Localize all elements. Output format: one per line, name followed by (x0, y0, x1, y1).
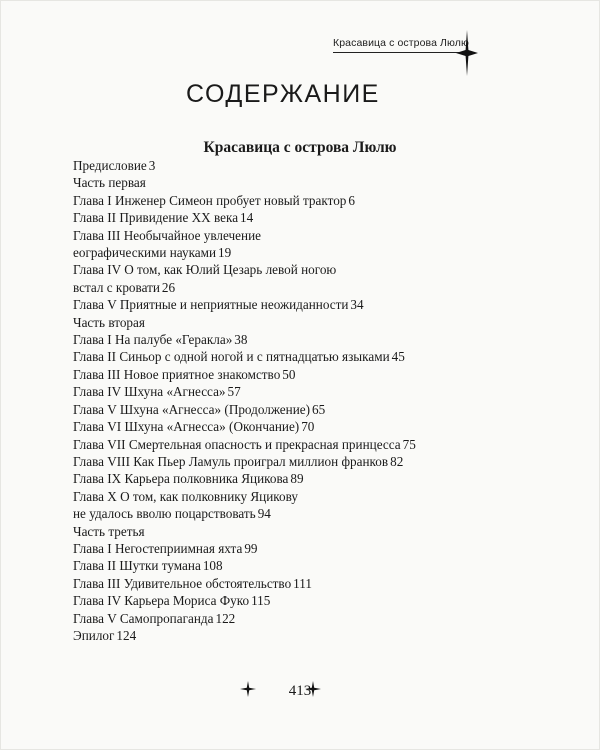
toc-entry (73, 436, 496, 453)
toc-entry (73, 488, 496, 505)
toc-entry-title: Часть первая (73, 175, 146, 191)
toc-entry-page: 115 (251, 593, 271, 609)
contents-heading: СОДЕРЖАНИЕ (186, 80, 380, 108)
toc-entry-title: Глава V Приятные и неприятные неожиданности (73, 297, 349, 313)
header-star-icon (456, 30, 478, 76)
toc-entry-page: 99 (244, 540, 258, 556)
toc-entry-title: не удалось вволю поцарствовать (73, 506, 256, 522)
toc-entry (73, 575, 496, 592)
header-rule (333, 52, 463, 53)
toc-entry-title: встал с кровати (73, 279, 160, 295)
toc-entry-title: Глава I Негостеприимная яхта (73, 540, 243, 556)
toc-entry (73, 627, 496, 644)
toc-entry-page: 89 (290, 471, 304, 487)
toc-entry (73, 610, 496, 627)
toc-entry (73, 174, 496, 191)
page-number: 413 (288, 683, 312, 699)
toc-entry-title: Глава III Новое приятное знакомство (73, 366, 281, 382)
toc-entry-page: 19 (218, 245, 232, 261)
toc-entry-page: 50 (282, 366, 296, 382)
toc-entry-title: Глава X О том, как полковнику Яцикову (73, 488, 298, 504)
toc-entry-title: Глава II Синьор с одной ногой и с пятнадцатью языками (73, 349, 390, 365)
toc-entry (73, 227, 496, 244)
toc-entry-title: Часть вторая (73, 314, 145, 330)
toc-entry (73, 244, 496, 261)
toc-entry-title: Глава IV Карьера Мориса Фуко (73, 593, 250, 609)
toc-entry (73, 296, 496, 313)
toc-entry-page: 122 (215, 610, 236, 626)
toc-entry (73, 192, 496, 209)
toc-entry-title: Глава V Шхуна «Агнесса» (Продолжение) (73, 401, 311, 417)
toc-entry-page: 38 (234, 332, 248, 348)
toc-entry-title: Глава II Шутки тумана (73, 558, 201, 574)
toc-entry (73, 314, 496, 331)
toc-entry (73, 157, 496, 174)
toc-entry-page: 6 (348, 192, 355, 208)
toc-entry (73, 592, 496, 609)
book-title: Красавица с острова Люлю (203, 139, 397, 156)
toc-entry (73, 209, 496, 226)
toc-entry-page: 124 (116, 627, 137, 643)
footer-star-right-icon (305, 681, 321, 697)
toc-entry-title: Глава II Привидение XX века (73, 210, 239, 226)
toc-entry-page: 75 (402, 436, 416, 452)
toc-entry-title: Глава VI Шхуна «Агнесса» (Окончание) (73, 419, 300, 435)
toc-entry (73, 505, 496, 522)
toc-entry-page: 14 (240, 210, 254, 226)
toc-entry-title: Предисловие (73, 158, 147, 173)
toc-entry-title: Глава III Необычайное увлечение (73, 227, 261, 243)
toc-entry (73, 418, 496, 435)
toc-entry-page: 108 (202, 558, 223, 574)
toc-entry-title: Глава VII Смертельная опасность и прекрасная принцесса (73, 436, 401, 452)
toc-entry-title: Глава IV Шхуна «Агнесса» (73, 384, 226, 400)
toc-entry-page: 57 (227, 384, 241, 400)
toc-entry-page: 34 (350, 297, 364, 313)
running-header-title: Красавица с острова Люлю (333, 37, 469, 49)
toc-entry-title: Глава I Инженер Симеон пробует новый трактор (73, 192, 347, 208)
toc-entry (73, 366, 496, 383)
toc-entry-page: 3 (148, 158, 156, 173)
toc-entry-page: 65 (312, 401, 326, 417)
toc-entry-title: Глава VIII Как Пьер Ламуль проиграл миллион франков (73, 453, 389, 469)
toc-entry-page: 111 (293, 575, 312, 591)
toc-entry (73, 453, 496, 470)
toc-entry-page: 70 (301, 419, 315, 435)
toc-entry-page: 26 (161, 279, 176, 295)
toc-entry (73, 470, 496, 487)
toc-entry (73, 557, 496, 574)
toc-entry (73, 261, 496, 278)
toc-entry-page: 94 (257, 506, 271, 522)
toc-entry (73, 331, 496, 348)
toc-entry (73, 523, 496, 540)
toc-entry (73, 383, 496, 400)
toc-entry-title: еографическими науками (73, 245, 217, 261)
toc-entry (73, 348, 496, 365)
toc-entry-title: Глава IX Карьера полковника Яцикова (73, 471, 289, 487)
toc-entry (73, 540, 496, 557)
toc-entry-page: 82 (390, 453, 404, 469)
toc-entry-title: Глава I На палубе «Геракла» (73, 332, 233, 348)
toc-entry (73, 279, 496, 296)
toc-entry-title: Глава III Удивительное обстоятельство (73, 575, 292, 591)
toc-entry-title: Часть третья (73, 523, 145, 539)
toc-entry-title: Эпилог (73, 627, 115, 643)
table-of-contents (73, 157, 496, 644)
toc-entry-title: Глава IV О том, как Юлий Цезарь левой ногою (73, 262, 337, 278)
toc-entry-title: Глава V Самопропаганда (73, 610, 214, 626)
toc-entry (73, 401, 496, 418)
toc-entry-page: 45 (391, 349, 405, 365)
